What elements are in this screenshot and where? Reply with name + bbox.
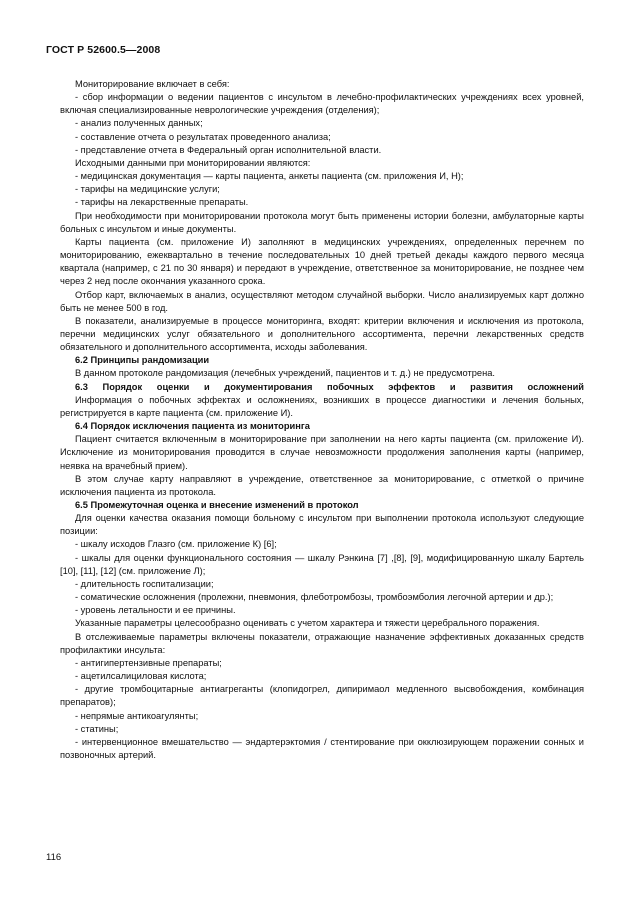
paragraph: Для оценки качества оказания помощи больному с инсультом при выполнении протокола используют следующие позиции: bbox=[60, 513, 584, 537]
paragraph: В показатели, анализируемые в процессе мониторинга, входят: критерии включения и исключения из протокола, перечни медицинских услуг обязательного и дополнительного ассортимента, перечни лекарственных средств обязательного и дополнительного ассортимента, исходы заболевания. bbox=[60, 315, 584, 353]
page-number: 116 bbox=[46, 852, 62, 863]
paragraph: - непрямые антикоагулянты; bbox=[75, 710, 199, 721]
paragraph: - уровень летальности и ее причины. bbox=[75, 605, 236, 616]
paragraph: При необходимости при мониторировании протокола могут быть применены истории болезни, амбулаторные карты больных с инсультом и иные документы. bbox=[60, 210, 584, 234]
paragraph: - сбор информации о ведении пациентов с инсультом в лечебно-профилактических учреждениях всех уровней, включая специализированные неврологические учреждения (отделения); bbox=[60, 92, 584, 116]
paragraph: В отслеживаемые параметры включены показатели, отражающие назначение эффективных доказанных средств профилактики инсульта: bbox=[60, 631, 584, 655]
paragraph: - интервенционное вмешательство — эндартерэктомия / стентирование при окклюзирующем поражении сонных и позвоночных артерий. bbox=[60, 736, 584, 760]
paragraph: Карты пациента (см. приложение И) заполняют в медицинских учреждениях, определенных перечнем по мониторированию, ежеквартально в течение последовательных 10 дней третьей декады каждого первого месяца квартала (например, с 21 по 30 января) и передают в учреждение, ответственное за мониторирование, не позднее чем через 2 нед после окончания указанного срока. bbox=[60, 236, 584, 287]
paragraph: - анализ полученных данных; bbox=[75, 118, 203, 129]
paragraph: - антигипертензивные препараты; bbox=[75, 657, 222, 668]
section-heading: 6.3 Порядок оценки и документирования побочных эффектов и развития осложнений bbox=[75, 381, 584, 392]
paragraph: Информация о побочных эффектах и осложнениях, возникших в процессе диагностики и лечения больных, регистрируется в карте пациента (см. приложение И). bbox=[60, 394, 584, 418]
paragraph: - шкалы для оценки функционального состояния — шкалу Рэнкина [7] ,[8], [9], модифицированную шкалу Бартель [10], [11], [12] (см. приложение Л); bbox=[60, 552, 584, 576]
paragraph: - медицинская документация — карты пациента, анкеты пациента (см. приложения И, Н); bbox=[75, 171, 464, 182]
paragraph: - представление отчета в Федеральный орган исполнительной власти. bbox=[75, 144, 382, 155]
paragraph: Указанные параметры целесообразно оценивать с учетом характера и тяжести церебрального поражения. bbox=[75, 618, 540, 629]
paragraph: - составление отчета о результатах проведенного анализа; bbox=[75, 131, 331, 142]
paragraph: - шкалу исходов Глазго (см. приложение К) [6]; bbox=[75, 539, 277, 550]
paragraph: Пациент считается включенным в мониторирование при заполнении на него карты пациента (см. приложение И). Исключение из мониторирования проводится в случае невозможности продолжения заполнения карты (например, неявка на врачебный прием). bbox=[60, 434, 584, 471]
standard-header: ГОСТ Р 52600.5—2008 bbox=[46, 44, 161, 56]
section-heading: 6.2 Принципы рандомизации bbox=[75, 355, 210, 366]
paragraph: - ацетилсалициловая кислота; bbox=[75, 671, 207, 682]
paragraph: - соматические осложнения (пролежни, пневмония, флеботромбозы, тромбоэмболия легочной артерии и др.); bbox=[75, 592, 554, 603]
paragraph: - тарифы на медицинские услуги; bbox=[75, 184, 220, 195]
document-body bbox=[60, 78, 584, 762]
paragraph: - длительность госпитализации; bbox=[75, 578, 214, 589]
paragraph: Отбор карт, включаемых в анализ, осуществляют методом случайной выборки. Число анализируемых карт должно быть не менее 500 в год. bbox=[60, 289, 584, 313]
section-heading: 6.4 Порядок исключения пациента из мониторинга bbox=[75, 421, 310, 432]
paragraph: - статины; bbox=[75, 723, 119, 734]
paragraph: Исходными данными при мониторировании являются: bbox=[75, 157, 311, 168]
paragraph: - тарифы на лекарственные препараты. bbox=[75, 197, 249, 208]
section-heading: 6.5 Промежуточная оценка и внесение изменений в протокол bbox=[75, 500, 359, 510]
paragraph: Мониторирование включает в себя: bbox=[75, 79, 230, 89]
paragraph: - другие тромбоцитарные антиагреганты (клопидогрел, дипиримаол медленного высвобождения, комбинация препаратов); bbox=[60, 684, 584, 708]
paragraph: В данном протоколе рандомизация (лечебных учреждений, пациентов и т. д.) не предусмотрена. bbox=[75, 368, 495, 379]
paragraph: В этом случае карту направляют в учреждение, ответственное за мониторирование, с отметкой о причине исключения пациента из протокола. bbox=[60, 473, 584, 497]
